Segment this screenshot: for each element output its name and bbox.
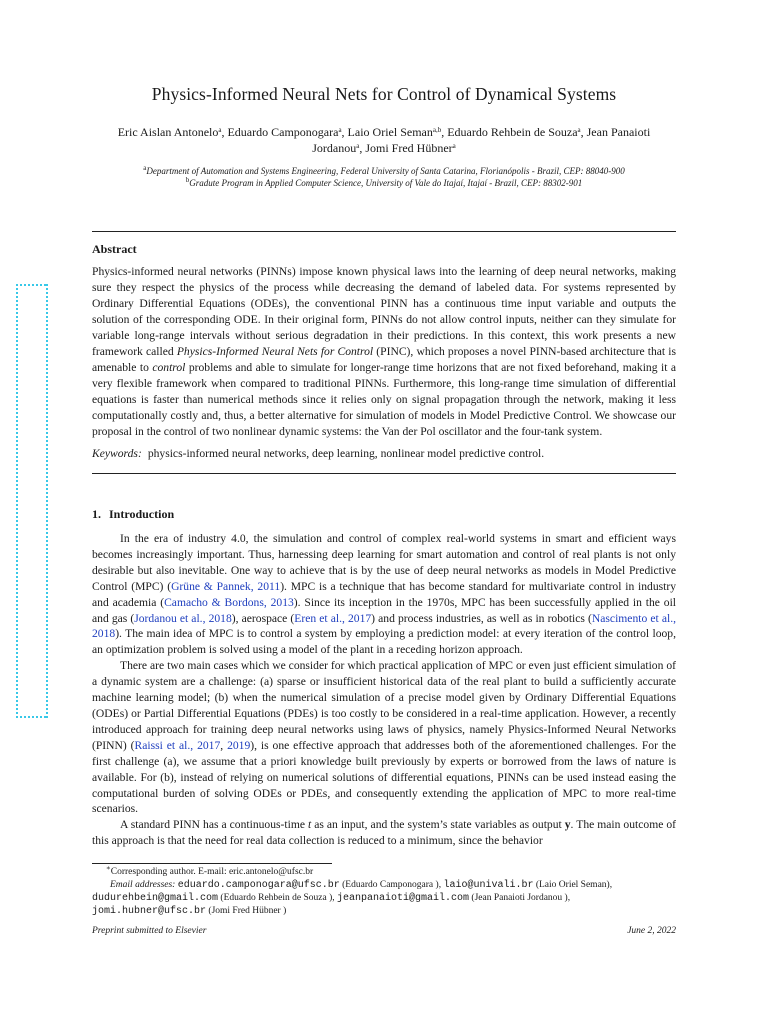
keywords: [92, 447, 676, 460]
abstract-heading: Abstract: [92, 242, 137, 256]
keywords-text: physics-informed neural networks, deep learning, nonlinear model predictive control.: [147, 447, 545, 460]
author-affil-mark: a: [356, 142, 360, 150]
abstract-top-rule: [92, 231, 676, 232]
author-affil-mark: a: [338, 126, 342, 134]
keywords-label: Keywords:: [92, 447, 142, 460]
email-addresses-cont: jomi.hubner@ufsc.br (Jomi Fred Hübner ): [92, 906, 287, 917]
abstract-bottom-rule: [92, 473, 676, 474]
footnotes: [92, 866, 676, 918]
affiliation-b: $^b$Gradute Program in Applied Computer Science, University of Vale do Itajaí, Itajaí - Brazil, CEP: 88302-901: [185, 176, 583, 188]
author-affil-mark: a: [218, 126, 222, 134]
page-footer: [92, 926, 676, 936]
math-vector-y: y: [564, 818, 571, 832]
math-variable-t: t: [308, 818, 312, 832]
citation-link[interactable]: Jordanou et al., 2018: [134, 611, 232, 625]
introduction-body: [92, 531, 676, 849]
email-addresses: Email addresses: eduardo.camponogara@ufsc.br (Eduardo Camponogara ), laio@univali.br (Laio Oriel Seman),: [110, 880, 613, 891]
author-name: Jean Panaioti Jordanou: [312, 125, 651, 155]
footer-date: June 2, 2022: [627, 926, 676, 936]
intro-paragraph-2: There are two main cases which we consider for which practical application of MPC or even just efficient simulation of a dynamic system are a challenge: (a) sparse or insufficient historical data of the real plant to build a sufficiently accurate machine learning model; (b) when the numerical simulation of a precise model given by Ordinary Differential Equations (ODEs) or Partial Differential Equations (PDEs) is too costly to be considered in a real-time application. However, a recently introduced approach for training deep neural networks using laws of physics, namely Physics-Informed Neural Networks (PINN) (Raissi et al., 2017, 2019), is one effective approach that addresses both of the aforementioned challenges. For the first challenge (a), we assume that a priori knowledge built previously by experts or borrowed from the laws of nature is available. For (b), instead of relying on numerical solutions of differential equations, PINNs can be used instead easing the computational burden of solving ODEs or PDEs, and consequently extending the application of MPC to more real-time scenarios.: [92, 659, 676, 816]
email-link[interactable]: laio@univali.br: [443, 880, 534, 891]
email-link[interactable]: jomi.hubner@ufsc.br: [92, 906, 207, 917]
intro-paragraph-3: A standard PINN has a continuous-time t as an input, and the system’s state variables as output y. The main outcome of this approach is that the need for real data collection is reduced to a minimum, since the behavior: [92, 818, 677, 848]
citation-link[interactable]: Nascimento et al., 2018: [92, 611, 676, 641]
author-affil-mark: a,b: [432, 126, 442, 134]
author-name: Laio Oriel Seman: [347, 125, 433, 139]
author-name: Eduardo Rehbein de Souza: [447, 125, 578, 139]
affiliation-a: $^a$Department of Automation and Systems Engineering, Federal University of Santa Catarina, Florianópolis - Brazil, CEP: 88040-900: [143, 164, 625, 176]
abstract-body: Physics-informed neural networks (PINNs) impose known physical laws into the learning of deep neural networks, making sure they respect the physics of the process while decreasing the demand of labeled data. For systems represented by Ordinary Differential Equations (ODEs), the conventional PINN has a continuous time input variable and outputs the solution of the corresponding ODE. In their original form, PINNs do not allow control inputs, neither can they simulate for variable long-range intervals without serious degradation in their predictions. In this context, this work presents a new framework called Physics-Informed Neural Nets for Control (PINC), which proposes a novel PINN-based architecture that is amenable to control problems and able to simulate for longer-range time horizons that are not fixed beforehand, making it a very flexible framework when compared to traditional PINNs. Furthermore, this long-range time simulation of differential equations is faster than numerical methods since it relies only on signal propagation through the network, making it less computationally costly and, thus, a better alternative for simulation of models in Model Predictive Control. We showcase our proposal in the control of two nonlinear dynamic systems: the Van der Pol oscillator and the four-tank system.: [92, 265, 676, 438]
intro-paragraph-1: In the era of industry 4.0, the simulation and control of complex real-world systems in smart and efficient ways becomes increasingly important. Thus, harnessing deep learning for smart automation and control of real plants is not only desirable but also inevitable. One way to achieve that is by the use of deep neural networks as models in Model Predictive Control (MPC) (Grüne & Pannek, 2011). MPC is a technique that has become standard for multivariate control in industry and academia (Camacho & Bordons, 2013). Since its inception in the 1970s, MPC has been successfully applied in the oil and gas (Jordanou et al., 2018), aerospace (Eren et al., 2017) and process industries, as well as in robotics (Nascimento et al., 2018). The main idea of MPC is to control a system by employing a prediction model: at every iteration of the control loop, an optimization problem is solved using a model of the plant in a receding horizon approach.: [92, 532, 677, 657]
corresponding-author-note: ∗Corresponding author. E-mail: eric.antonelo@ufsc.br: [106, 864, 314, 877]
citation-link[interactable]: Raissi et al., 2017: [134, 738, 221, 752]
affiliations: [92, 165, 676, 189]
email-link[interactable]: jeanpanaioti@gmail.com: [337, 893, 470, 904]
citation-link[interactable]: 2019: [227, 738, 251, 752]
preprint-note: Preprint submitted to Elsevier: [92, 926, 207, 936]
email-link[interactable]: dudurehbein@gmail.com: [92, 893, 219, 904]
section-heading-introduction: 1. Introduction: [92, 507, 175, 521]
author-name: Eric Aislan Antonelo: [117, 125, 219, 139]
author-name: Eduardo Camponogara: [227, 125, 339, 139]
paper-title: Physics-Informed Neural Nets for Control of Dynamical Systems: [151, 84, 617, 104]
citation-link[interactable]: Grüne & Pannek, 2011: [171, 579, 281, 593]
hyperlink-highlight-box-edge: [46, 284, 50, 718]
hyperlink-highlight-box: [16, 284, 46, 718]
email-link[interactable]: eduardo.camponogara@ufsc.br: [177, 880, 340, 891]
author-affil-mark: a: [577, 126, 581, 134]
author-name: Jomi Fred Hübner: [365, 141, 453, 155]
footnote-rule: [92, 863, 332, 864]
author-list: Eric Aislan Antonelo$^a$, Eduardo Camponogara$^a$, Laio Oriel Seman$^{a,b}$, Eduardo Rehbein de Souza$^a$, Jean Panaioti Jordanou$^a$, Jomi Fred Hübner$^a$: [117, 125, 651, 155]
citation-link[interactable]: Camacho & Bordons, 2013: [164, 595, 294, 609]
pinc-term: Physics-Informed Neural Nets for Control: [176, 345, 374, 358]
author-affil-mark: a: [452, 142, 456, 150]
citation-link[interactable]: Eren et al., 2017: [294, 611, 372, 625]
control-term: control: [152, 361, 186, 374]
email-addresses-cont: dudurehbein@gmail.com (Eduardo Rehbein de Souza ), jeanpanaioti@gmail.com (Jean Panaioti Jordanou ),: [92, 893, 571, 904]
